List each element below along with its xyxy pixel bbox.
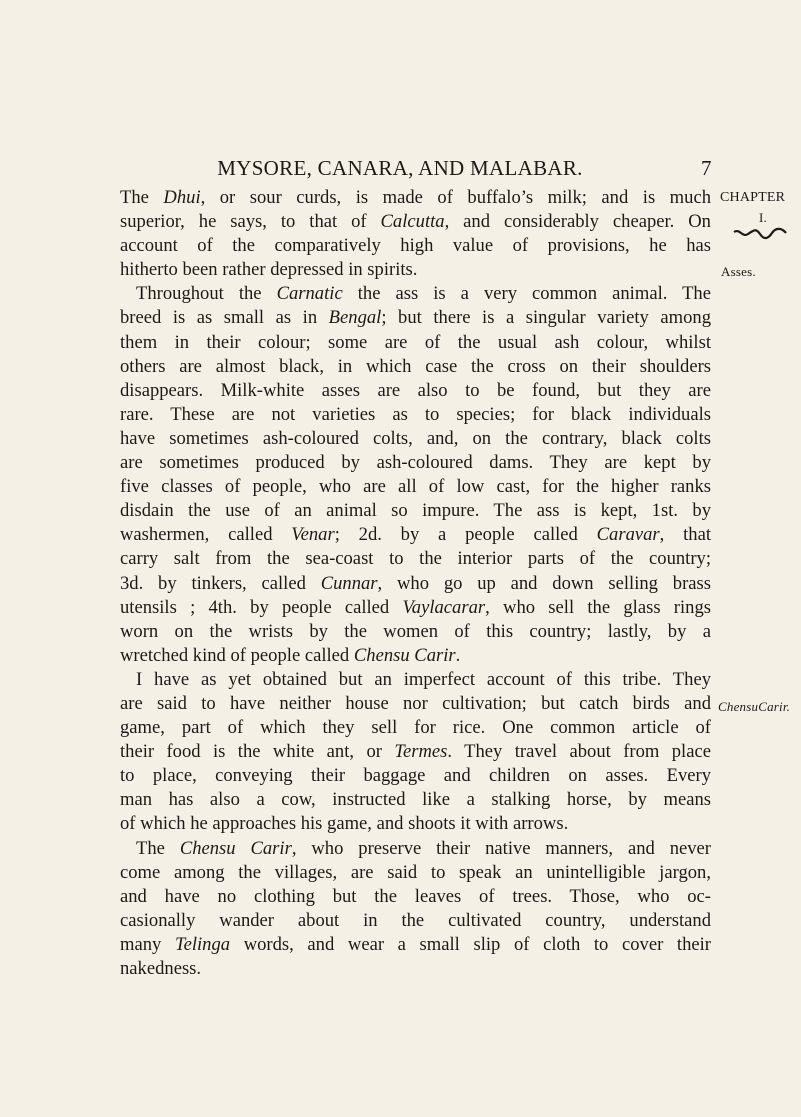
italic-term: Vaylacarar [402,596,486,618]
text-line: to place, conveying their baggage and children on asses. Every [120,765,711,787]
text-line: wretched kind of people called Chensu Carir. [120,644,461,666]
chapter-label: CHAPTER [720,190,786,205]
text-line: are said to have neither house nor cultivation; but catch birds and [120,692,711,714]
text-line: account of the comparatively high value of provisions, he has [120,235,711,257]
italic-term: Carnatic [276,283,343,305]
text-line: their food is the white ant, or Termes. They travel about from place [120,741,711,763]
text-line: nakedness. [120,958,202,979]
text-line: breed is as small as in Bengal; but there is a singular variety among [120,307,711,329]
text-line: five classes of people, who are all of low cast, for the higher ranks [120,476,711,498]
italic-term: Bengal [328,307,382,329]
text-line: others are almost black, in which case the cross on their shoulders [120,355,711,377]
chapter-number: I. [759,210,767,225]
italic-term: Dhui [163,187,201,208]
running-title: MYSORE, CANARA, AND MALABAR. [217,156,583,180]
text-line: The Dhui, or sour curds, is made of buffalo’s milk; and is much [120,187,711,208]
italic-term: Chensu Carir [179,837,292,859]
italic-term: Cunnar [320,572,378,594]
italic-term: Calcutta [380,211,445,233]
text-line: washermen, called Venar; 2d. by a people called Caravar, that [120,524,711,546]
text-line: hitherto been rather depressed in spirits. [120,259,418,281]
text-line: 3d. by tinkers, called Cunnar, who go up and down selling brass [120,572,711,594]
margin-note-chensu-carir: ChensuCarir. [718,699,791,714]
text-line: many Telinga words, and wear a small slip of cloth to cover their [120,933,711,955]
italic-term: Caravar [596,524,660,546]
text-line: game, part of which they sell for rice. One common article of [120,717,711,739]
chapter-flourish-ornament [732,226,788,240]
text-line: I have as yet obtained but an imperfect account of this tribe. They [136,668,711,690]
margin-note-asses: Asses. [721,264,756,279]
text-line: Throughout the Carnatic the ass is a very common animal. The [136,283,711,305]
text-line: come among the villages, are said to speak an unintelligible jargon, [120,861,711,883]
text-line: them in their colour; some are of the usual ash colour, whilst [120,331,711,353]
text-line: rare. These are not varieties as to species; for black individuals [120,403,711,425]
italic-term: Chensu Carir [353,644,456,666]
text-line: carry salt from the sea-coast to the interior parts of the country; [120,548,711,570]
text-line: The Chensu Carir, who preserve their native manners, and never [136,837,711,859]
text-line: of which he approaches his game, and shoots it with arrows. [120,813,569,835]
italic-term: Telinga [174,933,231,955]
text-line: disappears. Milk-white asses are also to be found, but they are [120,379,711,401]
text-line: disdain the use of an animal so impure. The ass is kept, 1st. by [120,500,711,522]
body-text [120,186,711,981]
italic-term: Venar [291,524,335,546]
page-number: 7 [701,156,712,180]
text-line: superior, he says, to that of Calcutta, and considerably cheaper. On [120,211,711,233]
text-line: casionally wander about in the cultivated country, understand [120,909,711,931]
text-line: worn on the wrists by the women of this country; lastly, by a [120,620,711,642]
text-line: man has also a cow, instructed like a stalking horse, by means [120,789,711,811]
text-line: have sometimes ash-coloured colts, and, on the contrary, black colts [120,427,711,449]
text-line: are sometimes produced by ash-coloured dams. They are kept by [120,452,711,474]
italic-term: Termes [394,741,448,763]
text-line: utensils ; 4th. by people called Vaylacarar, who sell the glass rings [120,596,711,618]
text-line: and have no clothing but the leaves of trees. Those, who oc- [120,885,711,907]
